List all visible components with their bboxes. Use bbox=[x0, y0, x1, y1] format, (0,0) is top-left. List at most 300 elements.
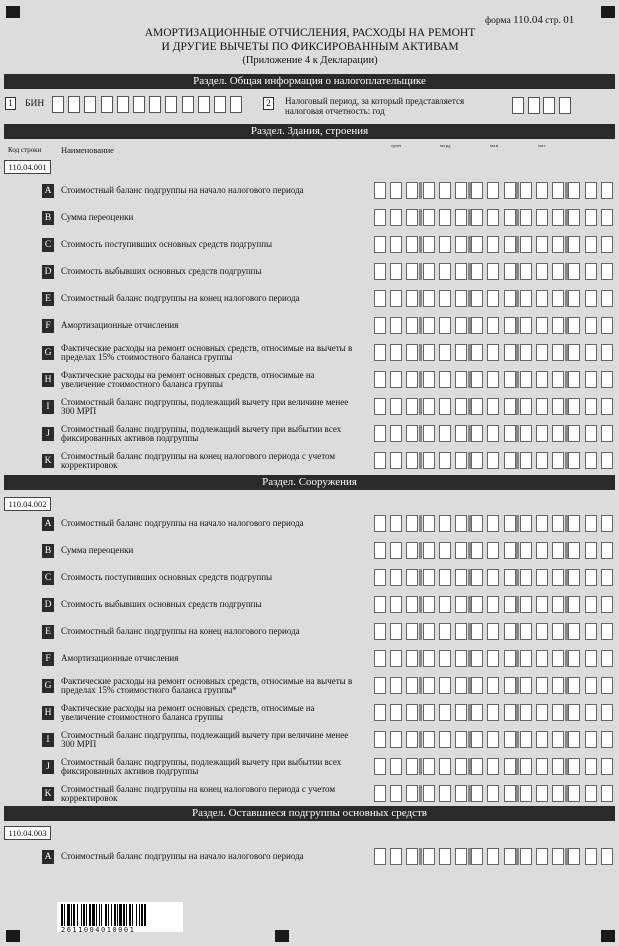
digit-cell[interactable] bbox=[374, 182, 386, 199]
digit-cell[interactable] bbox=[487, 569, 499, 586]
digit-cell[interactable] bbox=[439, 758, 451, 775]
digit-cell[interactable] bbox=[406, 425, 418, 442]
digit-cell[interactable] bbox=[520, 758, 532, 775]
digit-cell[interactable] bbox=[487, 848, 499, 865]
digit-cell[interactable] bbox=[471, 263, 483, 280]
digit-cell[interactable] bbox=[601, 731, 613, 748]
digit-cell[interactable] bbox=[585, 290, 597, 307]
digit-cell[interactable] bbox=[471, 731, 483, 748]
digit-cell[interactable] bbox=[423, 704, 435, 721]
digit-cell[interactable] bbox=[520, 344, 532, 361]
digit-cell[interactable] bbox=[568, 596, 580, 613]
digit-cell[interactable] bbox=[471, 785, 483, 802]
digit-cell[interactable] bbox=[585, 182, 597, 199]
digit-cell[interactable] bbox=[471, 425, 483, 442]
digit-cell[interactable] bbox=[536, 236, 548, 253]
digit-cell[interactable] bbox=[585, 236, 597, 253]
digit-cell[interactable] bbox=[471, 290, 483, 307]
digit-cell[interactable] bbox=[423, 236, 435, 253]
digit-cell[interactable] bbox=[585, 317, 597, 334]
digit-cell[interactable] bbox=[406, 263, 418, 280]
digit-cell[interactable] bbox=[520, 263, 532, 280]
digit-cell[interactable] bbox=[601, 425, 613, 442]
digit-cell[interactable] bbox=[520, 425, 532, 442]
digit-cell[interactable] bbox=[471, 344, 483, 361]
digit-cell[interactable] bbox=[374, 317, 386, 334]
digit-cell[interactable] bbox=[390, 317, 402, 334]
digit-cell[interactable] bbox=[520, 569, 532, 586]
digit-cell[interactable] bbox=[585, 677, 597, 694]
digit-cell[interactable] bbox=[585, 785, 597, 802]
digit-cell[interactable] bbox=[528, 97, 540, 114]
digit-cell[interactable] bbox=[165, 96, 177, 113]
digit-cell[interactable] bbox=[504, 398, 516, 415]
digit-cell[interactable] bbox=[552, 317, 564, 334]
digit-cell[interactable] bbox=[133, 96, 145, 113]
digit-cell[interactable] bbox=[471, 542, 483, 559]
digit-cell[interactable] bbox=[439, 596, 451, 613]
digit-cell[interactable] bbox=[439, 515, 451, 532]
digit-cell[interactable] bbox=[504, 650, 516, 667]
digit-cell[interactable] bbox=[230, 96, 242, 113]
digit-cell[interactable] bbox=[423, 317, 435, 334]
digit-cell[interactable] bbox=[585, 263, 597, 280]
digit-cell[interactable] bbox=[406, 182, 418, 199]
digit-cell[interactable] bbox=[423, 731, 435, 748]
digit-cell[interactable] bbox=[504, 731, 516, 748]
digit-cell[interactable] bbox=[487, 398, 499, 415]
digit-cell[interactable] bbox=[423, 542, 435, 559]
digit-cell[interactable] bbox=[487, 677, 499, 694]
digit-cell[interactable] bbox=[439, 236, 451, 253]
digit-cell[interactable] bbox=[406, 452, 418, 469]
digit-cell[interactable] bbox=[439, 785, 451, 802]
digit-cell[interactable] bbox=[520, 371, 532, 388]
digit-cell[interactable] bbox=[536, 344, 548, 361]
digit-cell[interactable] bbox=[512, 97, 524, 114]
digit-cell[interactable] bbox=[439, 344, 451, 361]
digit-cell[interactable] bbox=[543, 97, 555, 114]
digit-cell[interactable] bbox=[406, 704, 418, 721]
digit-cell[interactable] bbox=[520, 182, 532, 199]
digit-cell[interactable] bbox=[568, 263, 580, 280]
digit-cell[interactable] bbox=[439, 290, 451, 307]
digit-cell[interactable] bbox=[601, 317, 613, 334]
digit-cell[interactable] bbox=[471, 452, 483, 469]
digit-cell[interactable] bbox=[423, 263, 435, 280]
digit-cell[interactable] bbox=[52, 96, 64, 113]
digit-cell[interactable] bbox=[439, 704, 451, 721]
digit-cell[interactable] bbox=[568, 785, 580, 802]
digit-cell[interactable] bbox=[374, 542, 386, 559]
digit-cell[interactable] bbox=[471, 596, 483, 613]
digit-cell[interactable] bbox=[520, 785, 532, 802]
digit-cell[interactable] bbox=[520, 452, 532, 469]
digit-cell[interactable] bbox=[439, 398, 451, 415]
digit-cell[interactable] bbox=[487, 263, 499, 280]
digit-cell[interactable] bbox=[487, 290, 499, 307]
digit-cell[interactable] bbox=[568, 650, 580, 667]
digit-cell[interactable] bbox=[390, 263, 402, 280]
digit-cell[interactable] bbox=[504, 785, 516, 802]
digit-cell[interactable] bbox=[585, 209, 597, 226]
digit-cell[interactable] bbox=[374, 704, 386, 721]
digit-cell[interactable] bbox=[552, 371, 564, 388]
digit-cell[interactable] bbox=[455, 596, 467, 613]
digit-cell[interactable] bbox=[406, 371, 418, 388]
digit-cell[interactable] bbox=[585, 704, 597, 721]
digit-cell[interactable] bbox=[568, 182, 580, 199]
digit-cell[interactable] bbox=[455, 452, 467, 469]
digit-cell[interactable] bbox=[504, 263, 516, 280]
digit-cell[interactable] bbox=[536, 785, 548, 802]
digit-cell[interactable] bbox=[423, 344, 435, 361]
digit-cell[interactable] bbox=[601, 623, 613, 640]
digit-cell[interactable] bbox=[504, 677, 516, 694]
digit-cell[interactable] bbox=[487, 623, 499, 640]
digit-cell[interactable] bbox=[423, 398, 435, 415]
digit-cell[interactable] bbox=[601, 236, 613, 253]
digit-cell[interactable] bbox=[471, 848, 483, 865]
digit-cell[interactable] bbox=[536, 704, 548, 721]
digit-cell[interactable] bbox=[374, 236, 386, 253]
digit-cell[interactable] bbox=[536, 209, 548, 226]
digit-cell[interactable] bbox=[439, 317, 451, 334]
digit-cell[interactable] bbox=[552, 758, 564, 775]
digit-cell[interactable] bbox=[536, 542, 548, 559]
digit-cell[interactable] bbox=[552, 236, 564, 253]
digit-cell[interactable] bbox=[601, 344, 613, 361]
digit-cell[interactable] bbox=[390, 596, 402, 613]
digit-cell[interactable] bbox=[455, 317, 467, 334]
digit-cell[interactable] bbox=[601, 650, 613, 667]
digit-cell[interactable] bbox=[471, 677, 483, 694]
digit-cell[interactable] bbox=[455, 236, 467, 253]
digit-cell[interactable] bbox=[455, 785, 467, 802]
digit-cell[interactable] bbox=[487, 452, 499, 469]
digit-cell[interactable] bbox=[520, 650, 532, 667]
digit-cell[interactable] bbox=[374, 398, 386, 415]
digit-cell[interactable] bbox=[552, 677, 564, 694]
digit-cell[interactable] bbox=[455, 263, 467, 280]
digit-cell[interactable] bbox=[585, 731, 597, 748]
digit-cell[interactable] bbox=[504, 596, 516, 613]
digit-cell[interactable] bbox=[552, 425, 564, 442]
digit-cell[interactable] bbox=[568, 515, 580, 532]
digit-cell[interactable] bbox=[471, 650, 483, 667]
digit-cell[interactable] bbox=[487, 425, 499, 442]
digit-cell[interactable] bbox=[84, 96, 96, 113]
digit-cell[interactable] bbox=[601, 704, 613, 721]
digit-cell[interactable] bbox=[552, 848, 564, 865]
digit-cell[interactable] bbox=[504, 236, 516, 253]
digit-cell[interactable] bbox=[406, 623, 418, 640]
digit-cell[interactable] bbox=[101, 96, 113, 113]
digit-cell[interactable] bbox=[439, 452, 451, 469]
digit-cell[interactable] bbox=[504, 209, 516, 226]
digit-cell[interactable] bbox=[423, 209, 435, 226]
digit-cell[interactable] bbox=[487, 704, 499, 721]
digit-cell[interactable] bbox=[568, 317, 580, 334]
digit-cell[interactable] bbox=[439, 848, 451, 865]
digit-cell[interactable] bbox=[471, 371, 483, 388]
digit-cell[interactable] bbox=[423, 290, 435, 307]
digit-cell[interactable] bbox=[390, 650, 402, 667]
digit-cell[interactable] bbox=[520, 677, 532, 694]
digit-cell[interactable] bbox=[471, 317, 483, 334]
digit-cell[interactable] bbox=[536, 452, 548, 469]
digit-cell[interactable] bbox=[406, 596, 418, 613]
digit-cell[interactable] bbox=[601, 785, 613, 802]
digit-cell[interactable] bbox=[520, 290, 532, 307]
digit-cell[interactable] bbox=[390, 344, 402, 361]
digit-cell[interactable] bbox=[552, 704, 564, 721]
digit-cell[interactable] bbox=[585, 452, 597, 469]
digit-cell[interactable] bbox=[390, 569, 402, 586]
digit-cell[interactable] bbox=[423, 515, 435, 532]
digit-cell[interactable] bbox=[455, 290, 467, 307]
digit-cell[interactable] bbox=[374, 569, 386, 586]
digit-cell[interactable] bbox=[374, 848, 386, 865]
digit-cell[interactable] bbox=[552, 515, 564, 532]
digit-cell[interactable] bbox=[423, 596, 435, 613]
digit-cell[interactable] bbox=[455, 515, 467, 532]
digit-cell[interactable] bbox=[536, 425, 548, 442]
digit-cell[interactable] bbox=[423, 452, 435, 469]
digit-cell[interactable] bbox=[552, 452, 564, 469]
digit-cell[interactable] bbox=[406, 677, 418, 694]
digit-cell[interactable] bbox=[455, 848, 467, 865]
digit-cell[interactable] bbox=[601, 398, 613, 415]
digit-cell[interactable] bbox=[504, 317, 516, 334]
digit-cell[interactable] bbox=[585, 650, 597, 667]
digit-cell[interactable] bbox=[423, 569, 435, 586]
digit-cell[interactable] bbox=[601, 677, 613, 694]
digit-cell[interactable] bbox=[374, 785, 386, 802]
digit-cell[interactable] bbox=[520, 398, 532, 415]
digit-cell[interactable] bbox=[406, 542, 418, 559]
digit-cell[interactable] bbox=[406, 209, 418, 226]
digit-cell[interactable] bbox=[390, 290, 402, 307]
digit-cell[interactable] bbox=[455, 344, 467, 361]
digit-cell[interactable] bbox=[374, 650, 386, 667]
digit-cell[interactable] bbox=[504, 425, 516, 442]
digit-cell[interactable] bbox=[374, 425, 386, 442]
digit-cell[interactable] bbox=[568, 371, 580, 388]
digit-cell[interactable] bbox=[390, 704, 402, 721]
digit-cell[interactable] bbox=[455, 425, 467, 442]
digit-cell[interactable] bbox=[406, 785, 418, 802]
digit-cell[interactable] bbox=[455, 623, 467, 640]
digit-cell[interactable] bbox=[536, 290, 548, 307]
digit-cell[interactable] bbox=[471, 569, 483, 586]
digit-cell[interactable] bbox=[374, 758, 386, 775]
digit-cell[interactable] bbox=[552, 623, 564, 640]
digit-cell[interactable] bbox=[214, 96, 226, 113]
digit-cell[interactable] bbox=[552, 263, 564, 280]
digit-cell[interactable] bbox=[439, 209, 451, 226]
digit-cell[interactable] bbox=[487, 371, 499, 388]
digit-cell[interactable] bbox=[568, 677, 580, 694]
digit-cell[interactable] bbox=[455, 758, 467, 775]
digit-cell[interactable] bbox=[423, 650, 435, 667]
digit-cell[interactable] bbox=[487, 785, 499, 802]
digit-cell[interactable] bbox=[406, 398, 418, 415]
digit-cell[interactable] bbox=[406, 317, 418, 334]
digit-cell[interactable] bbox=[568, 290, 580, 307]
digit-cell[interactable] bbox=[423, 425, 435, 442]
digit-cell[interactable] bbox=[536, 758, 548, 775]
digit-cell[interactable] bbox=[536, 677, 548, 694]
digit-cell[interactable] bbox=[390, 785, 402, 802]
digit-cell[interactable] bbox=[374, 452, 386, 469]
digit-cell[interactable] bbox=[455, 542, 467, 559]
digit-cell[interactable] bbox=[520, 731, 532, 748]
digit-cell[interactable] bbox=[439, 731, 451, 748]
digit-cell[interactable] bbox=[487, 236, 499, 253]
digit-cell[interactable] bbox=[406, 569, 418, 586]
digit-cell[interactable] bbox=[536, 596, 548, 613]
digit-cell[interactable] bbox=[536, 371, 548, 388]
digit-cell[interactable] bbox=[455, 569, 467, 586]
digit-cell[interactable] bbox=[374, 344, 386, 361]
digit-cell[interactable] bbox=[374, 677, 386, 694]
digit-cell[interactable] bbox=[536, 848, 548, 865]
digit-cell[interactable] bbox=[198, 96, 210, 113]
digit-cell[interactable] bbox=[390, 236, 402, 253]
digit-cell[interactable] bbox=[552, 182, 564, 199]
digit-cell[interactable] bbox=[568, 758, 580, 775]
digit-cell[interactable] bbox=[487, 596, 499, 613]
digit-cell[interactable] bbox=[406, 731, 418, 748]
digit-cell[interactable] bbox=[390, 371, 402, 388]
digit-cell[interactable] bbox=[585, 515, 597, 532]
digit-cell[interactable] bbox=[390, 425, 402, 442]
digit-cell[interactable] bbox=[439, 569, 451, 586]
digit-cell[interactable] bbox=[552, 731, 564, 748]
digit-cell[interactable] bbox=[455, 182, 467, 199]
digit-cell[interactable] bbox=[601, 452, 613, 469]
digit-cell[interactable] bbox=[487, 542, 499, 559]
digit-cell[interactable] bbox=[374, 596, 386, 613]
digit-cell[interactable] bbox=[439, 182, 451, 199]
digit-cell[interactable] bbox=[374, 290, 386, 307]
digit-cell[interactable] bbox=[471, 515, 483, 532]
digit-cell[interactable] bbox=[601, 290, 613, 307]
digit-cell[interactable] bbox=[406, 344, 418, 361]
digit-cell[interactable] bbox=[374, 623, 386, 640]
digit-cell[interactable] bbox=[559, 97, 571, 114]
digit-cell[interactable] bbox=[439, 371, 451, 388]
digit-cell[interactable] bbox=[520, 596, 532, 613]
digit-cell[interactable] bbox=[601, 758, 613, 775]
digit-cell[interactable] bbox=[504, 182, 516, 199]
digit-cell[interactable] bbox=[406, 848, 418, 865]
digit-cell[interactable] bbox=[439, 623, 451, 640]
digit-cell[interactable] bbox=[390, 398, 402, 415]
digit-cell[interactable] bbox=[504, 542, 516, 559]
digit-cell[interactable] bbox=[390, 542, 402, 559]
digit-cell[interactable] bbox=[406, 758, 418, 775]
digit-cell[interactable] bbox=[439, 425, 451, 442]
digit-cell[interactable] bbox=[536, 623, 548, 640]
digit-cell[interactable] bbox=[601, 263, 613, 280]
digit-cell[interactable] bbox=[536, 731, 548, 748]
digit-cell[interactable] bbox=[487, 650, 499, 667]
digit-cell[interactable] bbox=[585, 569, 597, 586]
digit-cell[interactable] bbox=[487, 758, 499, 775]
digit-cell[interactable] bbox=[390, 452, 402, 469]
digit-cell[interactable] bbox=[552, 344, 564, 361]
digit-cell[interactable] bbox=[601, 515, 613, 532]
digit-cell[interactable] bbox=[552, 596, 564, 613]
digit-cell[interactable] bbox=[536, 569, 548, 586]
digit-cell[interactable] bbox=[471, 182, 483, 199]
digit-cell[interactable] bbox=[520, 848, 532, 865]
digit-cell[interactable] bbox=[568, 398, 580, 415]
digit-cell[interactable] bbox=[390, 677, 402, 694]
digit-cell[interactable] bbox=[504, 515, 516, 532]
digit-cell[interactable] bbox=[552, 650, 564, 667]
digit-cell[interactable] bbox=[552, 398, 564, 415]
digit-cell[interactable] bbox=[568, 209, 580, 226]
digit-cell[interactable] bbox=[423, 623, 435, 640]
digit-cell[interactable] bbox=[504, 704, 516, 721]
digit-cell[interactable] bbox=[585, 848, 597, 865]
digit-cell[interactable] bbox=[536, 650, 548, 667]
digit-cell[interactable] bbox=[536, 398, 548, 415]
digit-cell[interactable] bbox=[504, 848, 516, 865]
digit-cell[interactable] bbox=[568, 542, 580, 559]
digit-cell[interactable] bbox=[552, 209, 564, 226]
digit-cell[interactable] bbox=[471, 623, 483, 640]
digit-cell[interactable] bbox=[504, 371, 516, 388]
digit-cell[interactable] bbox=[520, 623, 532, 640]
digit-cell[interactable] bbox=[585, 398, 597, 415]
digit-cell[interactable] bbox=[568, 425, 580, 442]
digit-cell[interactable] bbox=[585, 623, 597, 640]
digit-cell[interactable] bbox=[455, 371, 467, 388]
digit-cell[interactable] bbox=[585, 425, 597, 442]
digit-cell[interactable] bbox=[182, 96, 194, 113]
digit-cell[interactable] bbox=[504, 452, 516, 469]
digit-cell[interactable] bbox=[552, 290, 564, 307]
digit-cell[interactable] bbox=[423, 785, 435, 802]
digit-cell[interactable] bbox=[423, 848, 435, 865]
digit-cell[interactable] bbox=[406, 650, 418, 667]
digit-cell[interactable] bbox=[520, 317, 532, 334]
digit-cell[interactable] bbox=[585, 758, 597, 775]
digit-cell[interactable] bbox=[149, 96, 161, 113]
digit-cell[interactable] bbox=[487, 209, 499, 226]
digit-cell[interactable] bbox=[423, 677, 435, 694]
digit-cell[interactable] bbox=[568, 848, 580, 865]
digit-cell[interactable] bbox=[487, 317, 499, 334]
digit-cell[interactable] bbox=[552, 542, 564, 559]
digit-cell[interactable] bbox=[455, 731, 467, 748]
digit-cell[interactable] bbox=[568, 452, 580, 469]
digit-cell[interactable] bbox=[439, 677, 451, 694]
digit-cell[interactable] bbox=[601, 848, 613, 865]
digit-cell[interactable] bbox=[504, 758, 516, 775]
digit-cell[interactable] bbox=[423, 371, 435, 388]
digit-cell[interactable] bbox=[568, 569, 580, 586]
digit-cell[interactable] bbox=[390, 848, 402, 865]
digit-cell[interactable] bbox=[487, 182, 499, 199]
digit-cell[interactable] bbox=[374, 731, 386, 748]
digit-cell[interactable] bbox=[439, 650, 451, 667]
digit-cell[interactable] bbox=[585, 542, 597, 559]
